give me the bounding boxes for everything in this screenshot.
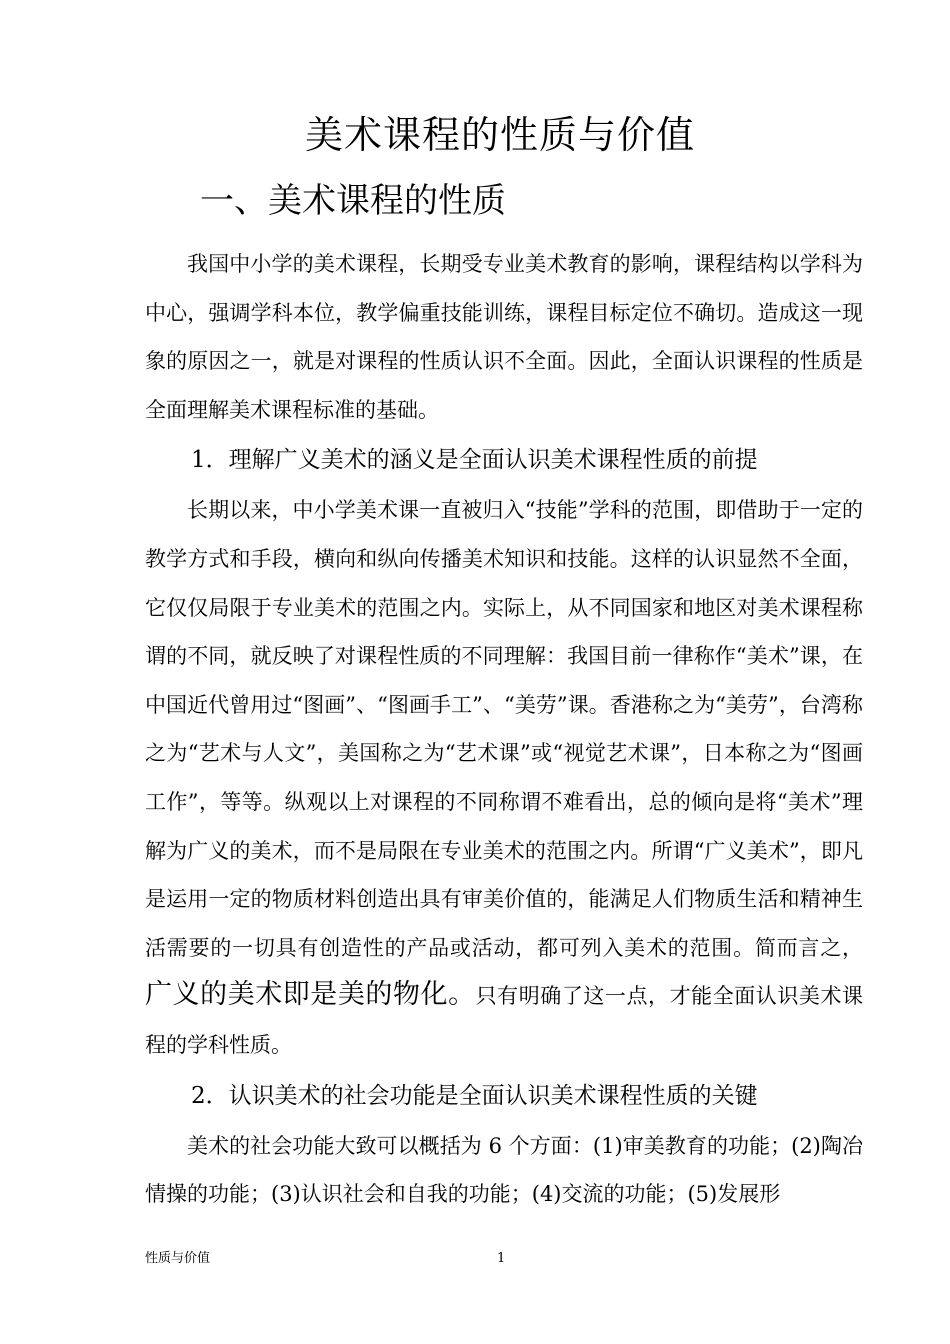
paragraph-1-part2: 只有明确了这一点，才能全面认识美术课程的学科性质。: [145, 984, 864, 1057]
paragraph-1-part1: 长期以来，中小学美术课一直被归入“技能”学科的范围，即借助于一定的教学方式和手段，横向和纵向传播美术知识和技能。这样的认识显然不全面，它仅仅局限于专业美术的范围之内。实际上，从不同国家和地区对美术课程称谓的不同，就反映了对课程性质的不同理解：我国目前一律称作“美术”课，在中国近代曾用过“图画”、“图画手工”、“美劳”课。香港称之为“美劳”，台湾称之为“艺术与人文”，美国称之为“艺术课”或“视觉艺术课”，日本称之为“图画工作”，等等。纵观以上对课程的不同称谓不难看出，总的倾向是将“美术”理解为广义的美术，而不是局限在专业美术的范围之内。所谓“广义美术”，即凡是运用一定的物质材料创造出具有审美价值的，能满足人们物质生活和精神生活需要的一切具有创造性的产品或活动，都可列入美术的范围。简而言之，: [145, 498, 863, 960]
section-heading: 一、美术课程的性质: [200, 181, 506, 221]
paragraph-intro: 我国中小学的美术课程，长期受专业美术教育的影响，课程结构以学科为中心，强调学科本位，教学偏重技能训练，课程目标定位不确切。造成这一现象的原因之一，就是对课程的性质认识不全面。因此，全面认识课程的性质是全面理解美术课程标准的基础。: [145, 252, 863, 422]
footer-page-number: 1: [497, 1251, 506, 1266]
subheading-2: 2．认识美术的社会功能是全面认识美术课程性质的关键: [191, 1082, 758, 1109]
document-title: 美术课程的性质与价值: [304, 113, 695, 157]
document-body: [145, 240, 863, 1219]
paragraph-2: 美术的社会功能大致可以概括为 6 个方面：(1)审美教育的功能；(2)陶冶情操的功能；(3)认识社会和自我的功能；(4)交流的功能；(5)发展形: [145, 1133, 863, 1207]
paragraph-1: [145, 486, 863, 1069]
footer-label: 性质与价值: [145, 1251, 211, 1266]
subheading-1: 1．理解广义美术的涵义是全面认识美术课程性质的前提: [191, 447, 758, 474]
paragraph-1-emphasis: 广义的美术即是美的物化。: [145, 979, 476, 1011]
